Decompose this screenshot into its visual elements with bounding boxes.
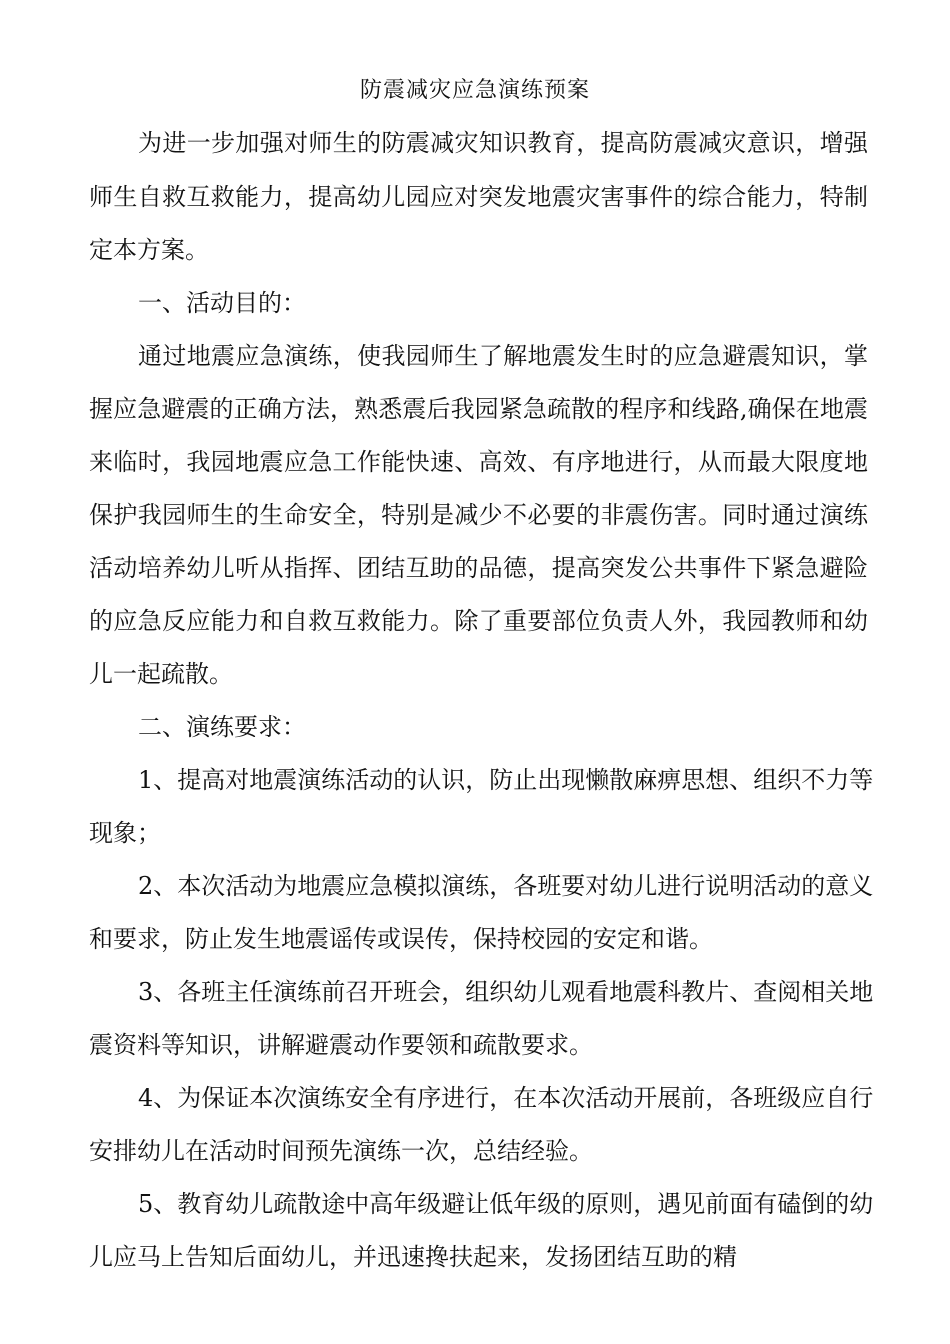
paragraph-line: 为进一步加强对师生的防震减灾知识教育，提高防震减灾意识，增强 [138,129,868,157]
list-item-line: 现象； [89,819,161,847]
document-title: 防震减灾应急演练预案 [359,78,590,103]
list-item-line: 5、教育幼儿疏散途中高年级避让低年级的原则，遇见前面有磕倒的幼 [138,1190,874,1218]
paragraph-line: 握应急避震的正确方法，熟悉震后我园紧急疏散的程序和线路,确保在地震 [89,395,868,423]
list-item-line: 2、本次活动为地震应急模拟演练，各班要对幼儿进行说明活动的意义 [138,872,874,900]
list-item-line: 4、为保证本次演练安全有序进行，在本次活动开展前，各班级应自行 [138,1084,874,1112]
section-heading: 一、活动目的： [138,289,306,317]
list-item-line: 和要求，防止发生地震谣传或误传，保持校园的安定和谐。 [89,925,713,953]
list-item-line: 儿应马上告知后面幼儿，并迅速搀扶起来，发扬团结互助的精 [89,1243,737,1271]
section-heading: 二、演练要求： [138,713,306,741]
paragraph-line: 通过地震应急演练，使我园师生了解地震发生时的应急避震知识，掌 [138,342,868,370]
paragraph-line: 师生自救互救能力，提高幼儿园应对突发地震灾害事件的综合能力，特制 [89,183,868,211]
paragraph-line: 儿一起疏散。 [89,660,233,688]
list-item-line: 3、各班主任演练前召开班会，组织幼儿观看地震科教片、查阅相关地 [138,978,874,1006]
paragraph-line: 的应急反应能力和自救互救能力。除了重要部位负责人外，我园教师和幼 [89,607,868,635]
list-item-line: 安排幼儿在活动时间预先演练一次，总结经验。 [89,1137,593,1165]
list-item-line: 1、提高对地震演练活动的认识，防止出现懒散麻痹思想、组织不力等 [138,766,874,794]
paragraph-line: 保护我园师生的生命安全，特别是减少不必要的非震伤害。同时通过演练 [89,501,868,529]
paragraph-line: 定本方案。 [89,236,209,264]
list-item-line: 震资料等知识，讲解避震动作要领和疏散要求。 [89,1031,593,1059]
paragraph-line: 来临时，我园地震应急工作能快速、高效、有序地进行，从而最大限度地 [89,448,868,476]
paragraph-line: 活动培养幼儿听从指挥、团结互助的品德，提高突发公共事件下紧急避险 [89,554,868,582]
